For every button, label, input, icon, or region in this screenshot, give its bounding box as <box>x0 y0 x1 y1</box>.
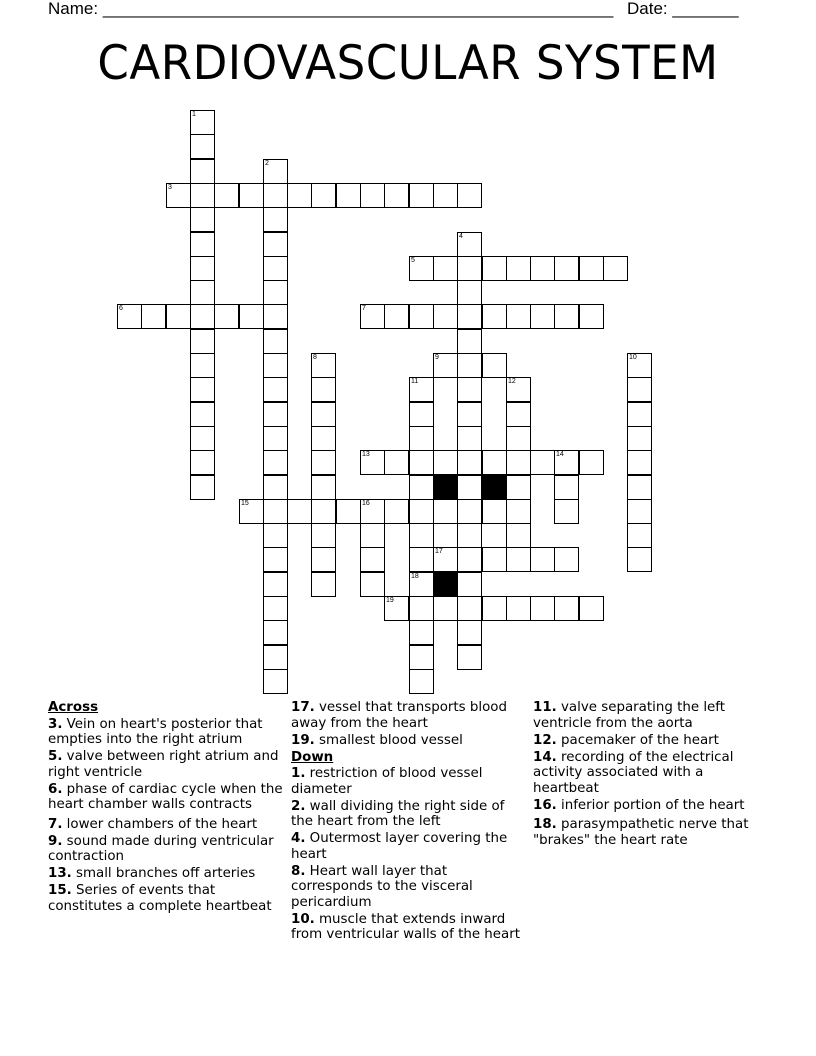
cell-number: 2 <box>265 160 269 167</box>
page-title: CARDIOVASCULAR SYSTEM <box>97 36 719 91</box>
grid-cell[interactable] <box>433 304 458 329</box>
clue-down-16 <box>533 798 769 814</box>
grid-cell[interactable] <box>190 475 215 500</box>
grid-cell[interactable] <box>409 523 434 548</box>
grid-cell[interactable] <box>506 426 531 451</box>
grid-cell[interactable] <box>214 183 239 208</box>
grid-cell[interactable] <box>263 304 288 329</box>
grid-cell[interactable] <box>263 620 288 645</box>
grid-cell[interactable] <box>457 232 482 257</box>
grid-cell[interactable] <box>482 353 507 378</box>
clue-number: 1. <box>291 766 306 781</box>
grid-cell[interactable] <box>263 669 288 694</box>
grid-cell[interactable] <box>409 256 434 281</box>
grid-cell[interactable] <box>263 547 288 572</box>
grid-cell[interactable] <box>627 523 652 548</box>
clue-down-18 <box>533 817 769 848</box>
grid-cell[interactable] <box>627 499 652 524</box>
grid-cell[interactable] <box>141 304 166 329</box>
clue-across-15 <box>48 883 284 914</box>
clue-across-3 <box>48 717 284 748</box>
grid-cell[interactable] <box>384 183 409 208</box>
grid-cell[interactable] <box>554 596 579 621</box>
grid-cell[interactable] <box>190 183 215 208</box>
grid-cell[interactable] <box>433 256 458 281</box>
grid-cell[interactable] <box>190 256 215 281</box>
clue-text: wall dividing the right side of the heart from the left <box>291 798 505 829</box>
grid-cell[interactable] <box>457 572 482 597</box>
grid-cell[interactable] <box>263 645 288 670</box>
cell-number: 13 <box>362 451 370 458</box>
grid-cell[interactable] <box>409 450 434 475</box>
grid-cell[interactable] <box>384 304 409 329</box>
grid-cell[interactable] <box>530 450 555 475</box>
clue-text: sound made during ventricular contraction <box>48 833 274 864</box>
black-square <box>433 475 458 500</box>
grid-cell[interactable] <box>360 523 385 548</box>
grid-cell[interactable] <box>457 377 482 402</box>
grid-cell[interactable] <box>311 475 336 500</box>
cell-number: 10 <box>629 354 637 361</box>
cell-number: 11 <box>411 378 419 385</box>
clue-number: 11. <box>533 700 557 715</box>
grid-cell[interactable] <box>384 596 409 621</box>
grid-cell[interactable] <box>530 304 555 329</box>
cell-number: 4 <box>459 233 463 240</box>
grid-cell[interactable] <box>627 353 652 378</box>
clue-number: 5. <box>48 749 63 764</box>
grid-cell[interactable] <box>554 256 579 281</box>
clue-across-6 <box>48 782 284 813</box>
grid-cell[interactable] <box>263 232 288 257</box>
clues-column-1 <box>48 700 284 916</box>
cell-number: 9 <box>435 354 439 361</box>
grid-cell[interactable] <box>360 572 385 597</box>
grid-cell[interactable] <box>263 499 288 524</box>
grid-cell[interactable] <box>530 596 555 621</box>
grid-cell[interactable] <box>311 547 336 572</box>
clue-number: 8. <box>291 863 306 879</box>
grid-cell[interactable] <box>409 304 434 329</box>
cell-number: 8 <box>313 354 317 361</box>
clues-column-3 <box>533 700 769 850</box>
grid-cell[interactable] <box>433 450 458 475</box>
grid-cell[interactable] <box>433 547 458 572</box>
clue-across-7 <box>48 817 284 833</box>
grid-cell[interactable] <box>166 183 191 208</box>
clue-down-14 <box>533 750 769 797</box>
clue-down-8 <box>291 864 527 911</box>
clue-down-12 <box>533 733 769 749</box>
grid-cell[interactable] <box>190 304 215 329</box>
grid-cell[interactable] <box>409 645 434 670</box>
grid-cell[interactable] <box>336 183 361 208</box>
clue-number: 10. <box>291 911 315 927</box>
clue-number: 4. <box>291 831 306 846</box>
clue-number: 14. <box>533 749 557 765</box>
cell-number: 1 <box>192 111 196 118</box>
grid-cell[interactable] <box>457 353 482 378</box>
clue-text: recording of the electrical activity associated with a heartbeat <box>533 749 734 796</box>
clue-text: Heart wall layer that corresponds to the visceral pericardium <box>291 863 473 910</box>
cell-number: 15 <box>241 500 249 507</box>
grid-cell[interactable] <box>311 426 336 451</box>
clue-text: vessel that transports blood away from the heart <box>291 700 507 731</box>
grid-cell[interactable] <box>263 596 288 621</box>
grid-cell[interactable] <box>190 426 215 451</box>
clue-text: lower chambers of the heart <box>62 816 258 832</box>
grid-cell[interactable] <box>263 402 288 427</box>
grid-cell[interactable] <box>530 547 555 572</box>
grid-cell[interactable] <box>457 256 482 281</box>
grid-cell[interactable] <box>409 499 434 524</box>
grid-cell[interactable] <box>457 402 482 427</box>
clue-number: 12. <box>533 732 557 748</box>
grid-cell[interactable] <box>457 426 482 451</box>
clue-number: 19. <box>291 732 315 748</box>
grid-cell[interactable] <box>482 450 507 475</box>
grid-cell[interactable] <box>433 183 458 208</box>
grid-cell[interactable] <box>409 426 434 451</box>
cell-number: 14 <box>556 451 564 458</box>
grid-cell[interactable] <box>311 353 336 378</box>
grid-cell[interactable] <box>190 450 215 475</box>
grid-cell[interactable] <box>190 329 215 354</box>
clue-number: 6. <box>48 781 63 797</box>
grid-cell[interactable] <box>457 596 482 621</box>
cell-number: 7 <box>362 305 366 312</box>
cell-number: 18 <box>411 573 419 580</box>
grid-cell[interactable] <box>433 596 458 621</box>
grid-cell[interactable] <box>603 256 628 281</box>
grid-cell[interactable] <box>190 280 215 305</box>
grid-cell[interactable] <box>384 499 409 524</box>
clue-down-2 <box>291 799 527 830</box>
grid-cell[interactable] <box>457 329 482 354</box>
clue-number: 2. <box>291 798 306 814</box>
grid-cell[interactable] <box>263 450 288 475</box>
cell-number: 17 <box>435 548 443 555</box>
grid-cell[interactable] <box>360 547 385 572</box>
grid-cell[interactable] <box>482 256 507 281</box>
grid-cell[interactable] <box>360 183 385 208</box>
grid-cell[interactable] <box>190 110 215 135</box>
grid-cell[interactable] <box>287 499 312 524</box>
grid-cell[interactable] <box>506 450 531 475</box>
grid-cell[interactable] <box>409 547 434 572</box>
clue-number: 15. <box>48 883 72 898</box>
grid-cell[interactable] <box>311 377 336 402</box>
grid-cell[interactable] <box>627 377 652 402</box>
grid-cell[interactable] <box>263 329 288 354</box>
grid-cell[interactable] <box>360 499 385 524</box>
grid-cell[interactable] <box>457 475 482 500</box>
grid-cell[interactable] <box>506 499 531 524</box>
clue-down-11 <box>533 700 769 731</box>
grid-cell[interactable] <box>409 620 434 645</box>
grid-cell[interactable] <box>263 159 288 184</box>
date-blank[interactable]: _______ <box>672 0 739 18</box>
cell-number: 16 <box>362 500 370 507</box>
grid-cell[interactable] <box>506 402 531 427</box>
grid-cell[interactable] <box>311 499 336 524</box>
grid-cell[interactable] <box>190 377 215 402</box>
grid-cell[interactable] <box>190 207 215 232</box>
grid-cell[interactable] <box>457 547 482 572</box>
grid-cell[interactable] <box>433 499 458 524</box>
grid-cell[interactable] <box>433 353 458 378</box>
grid-cell[interactable] <box>627 426 652 451</box>
clue-text: parasympathetic nerve that "brakes" the heart rate <box>533 817 749 848</box>
clue-text: muscle that extends inward from ventricular walls of the heart <box>291 911 520 942</box>
grid-cell[interactable] <box>579 596 604 621</box>
grid-cell[interactable] <box>336 499 361 524</box>
cell-number: 5 <box>411 257 415 264</box>
grid-cell[interactable] <box>263 256 288 281</box>
grid-cell[interactable] <box>311 572 336 597</box>
clue-across-13 <box>48 866 284 882</box>
grid-cell[interactable] <box>409 596 434 621</box>
grid-cell[interactable] <box>506 547 531 572</box>
grid-cell[interactable] <box>506 256 531 281</box>
clue-text: Vein on heart's posterior that empties into the right atrium <box>48 716 263 747</box>
clue-number: 16. <box>533 797 557 813</box>
grid-cell[interactable] <box>409 377 434 402</box>
grid-cell[interactable] <box>457 183 482 208</box>
grid-cell[interactable] <box>263 572 288 597</box>
cell-number: 6 <box>119 305 123 312</box>
grid-cell[interactable] <box>506 596 531 621</box>
grid-cell[interactable] <box>627 547 652 572</box>
grid-cell[interactable] <box>263 475 288 500</box>
grid-cell[interactable] <box>579 256 604 281</box>
grid-cell[interactable] <box>457 523 482 548</box>
grid-cell[interactable] <box>287 183 312 208</box>
clue-number: 7. <box>48 816 63 832</box>
grid-cell[interactable] <box>554 547 579 572</box>
grid-cell[interactable] <box>263 377 288 402</box>
grid-cell[interactable] <box>263 523 288 548</box>
name-blank[interactable]: ______________________________________________________ <box>102 0 614 18</box>
grid-cell[interactable] <box>482 304 507 329</box>
grid-cell[interactable] <box>506 475 531 500</box>
grid-cell[interactable] <box>239 304 264 329</box>
grid-cell[interactable] <box>117 304 142 329</box>
date-label: Date: <box>627 0 668 18</box>
clue-text: pacemaker of the heart <box>556 732 719 748</box>
clue-text: valve between right atrium and right ventricle <box>48 749 279 780</box>
clue-number: 18. <box>533 817 557 832</box>
name-label: Name: <box>48 0 99 18</box>
grid-cell[interactable] <box>190 353 215 378</box>
grid-cell[interactable] <box>482 499 507 524</box>
grid-cell[interactable] <box>190 159 215 184</box>
clue-number: 3. <box>48 716 63 732</box>
grid-cell[interactable] <box>554 304 579 329</box>
grid-cell[interactable] <box>457 499 482 524</box>
grid-cell[interactable] <box>360 450 385 475</box>
grid-cell[interactable] <box>263 426 288 451</box>
grid-cell[interactable] <box>384 450 409 475</box>
cell-number: 12 <box>508 378 516 385</box>
clue-number: 13. <box>48 866 72 881</box>
clue-down-10 <box>291 912 527 943</box>
grid-cell[interactable] <box>506 304 531 329</box>
grid-cell[interactable] <box>190 134 215 159</box>
grid-cell[interactable] <box>311 402 336 427</box>
grid-cell[interactable] <box>190 402 215 427</box>
grid-cell[interactable] <box>190 232 215 257</box>
grid-cell[interactable] <box>409 572 434 597</box>
clue-text: valve separating the left ventricle from the aorta <box>533 700 726 731</box>
grid-cell[interactable] <box>482 547 507 572</box>
grid-cell[interactable] <box>627 402 652 427</box>
grid-cell[interactable] <box>457 280 482 305</box>
cell-number: 3 <box>168 184 172 191</box>
grid-cell[interactable] <box>214 304 239 329</box>
clue-down-4 <box>291 831 527 862</box>
clue-text: Outermost layer covering the heart <box>291 831 508 862</box>
clue-number: 17. <box>291 700 315 715</box>
grid-cell[interactable] <box>457 620 482 645</box>
clue-text: inferior portion of the heart <box>556 797 745 813</box>
grid-cell[interactable] <box>627 475 652 500</box>
grid-cell[interactable] <box>457 450 482 475</box>
grid-cell[interactable] <box>263 280 288 305</box>
across-heading: Across <box>48 700 99 715</box>
grid-cell[interactable] <box>457 304 482 329</box>
clue-text: smallest blood vessel <box>314 732 463 748</box>
clue-text: restriction of blood vessel diameter <box>291 766 483 797</box>
clue-across-5 <box>48 749 284 780</box>
grid-cell[interactable] <box>263 183 288 208</box>
grid-cell[interactable] <box>311 183 336 208</box>
grid-cell[interactable] <box>530 256 555 281</box>
grid-cell[interactable] <box>239 183 264 208</box>
grid-cell[interactable] <box>554 450 579 475</box>
clue-text: small branches off arteries <box>71 866 256 881</box>
grid-cell[interactable] <box>579 304 604 329</box>
black-square <box>482 475 507 500</box>
clue-across-17 <box>291 700 527 731</box>
clue-text: Series of events that constitutes a complete heartbeat <box>48 883 272 914</box>
grid-cell[interactable] <box>627 450 652 475</box>
grid-cell[interactable] <box>263 207 288 232</box>
grid-cell[interactable] <box>239 499 264 524</box>
grid-cell[interactable] <box>457 645 482 670</box>
black-square <box>433 572 458 597</box>
grid-cell[interactable] <box>506 523 531 548</box>
grid-cell[interactable] <box>409 475 434 500</box>
clue-text: phase of cardiac cycle when the heart chamber walls contracts <box>48 781 283 812</box>
grid-cell[interactable] <box>579 450 604 475</box>
clue-number: 9. <box>48 833 63 849</box>
grid-cell[interactable] <box>409 183 434 208</box>
grid-cell[interactable] <box>506 377 531 402</box>
clue-down-1 <box>291 766 527 797</box>
grid-cell[interactable] <box>311 523 336 548</box>
grid-cell[interactable] <box>166 304 191 329</box>
grid-cell[interactable] <box>311 450 336 475</box>
grid-cell[interactable] <box>263 353 288 378</box>
grid-cell[interactable] <box>554 499 579 524</box>
grid-cell[interactable] <box>482 596 507 621</box>
grid-cell[interactable] <box>554 475 579 500</box>
grid-cell[interactable] <box>409 402 434 427</box>
clue-across-19 <box>291 733 527 749</box>
clues-column-2 <box>291 700 527 944</box>
grid-cell[interactable] <box>360 304 385 329</box>
grid-cell[interactable] <box>409 669 434 694</box>
clue-across-9 <box>48 834 284 865</box>
cell-number: 19 <box>386 597 394 604</box>
down-heading: Down <box>291 749 334 765</box>
